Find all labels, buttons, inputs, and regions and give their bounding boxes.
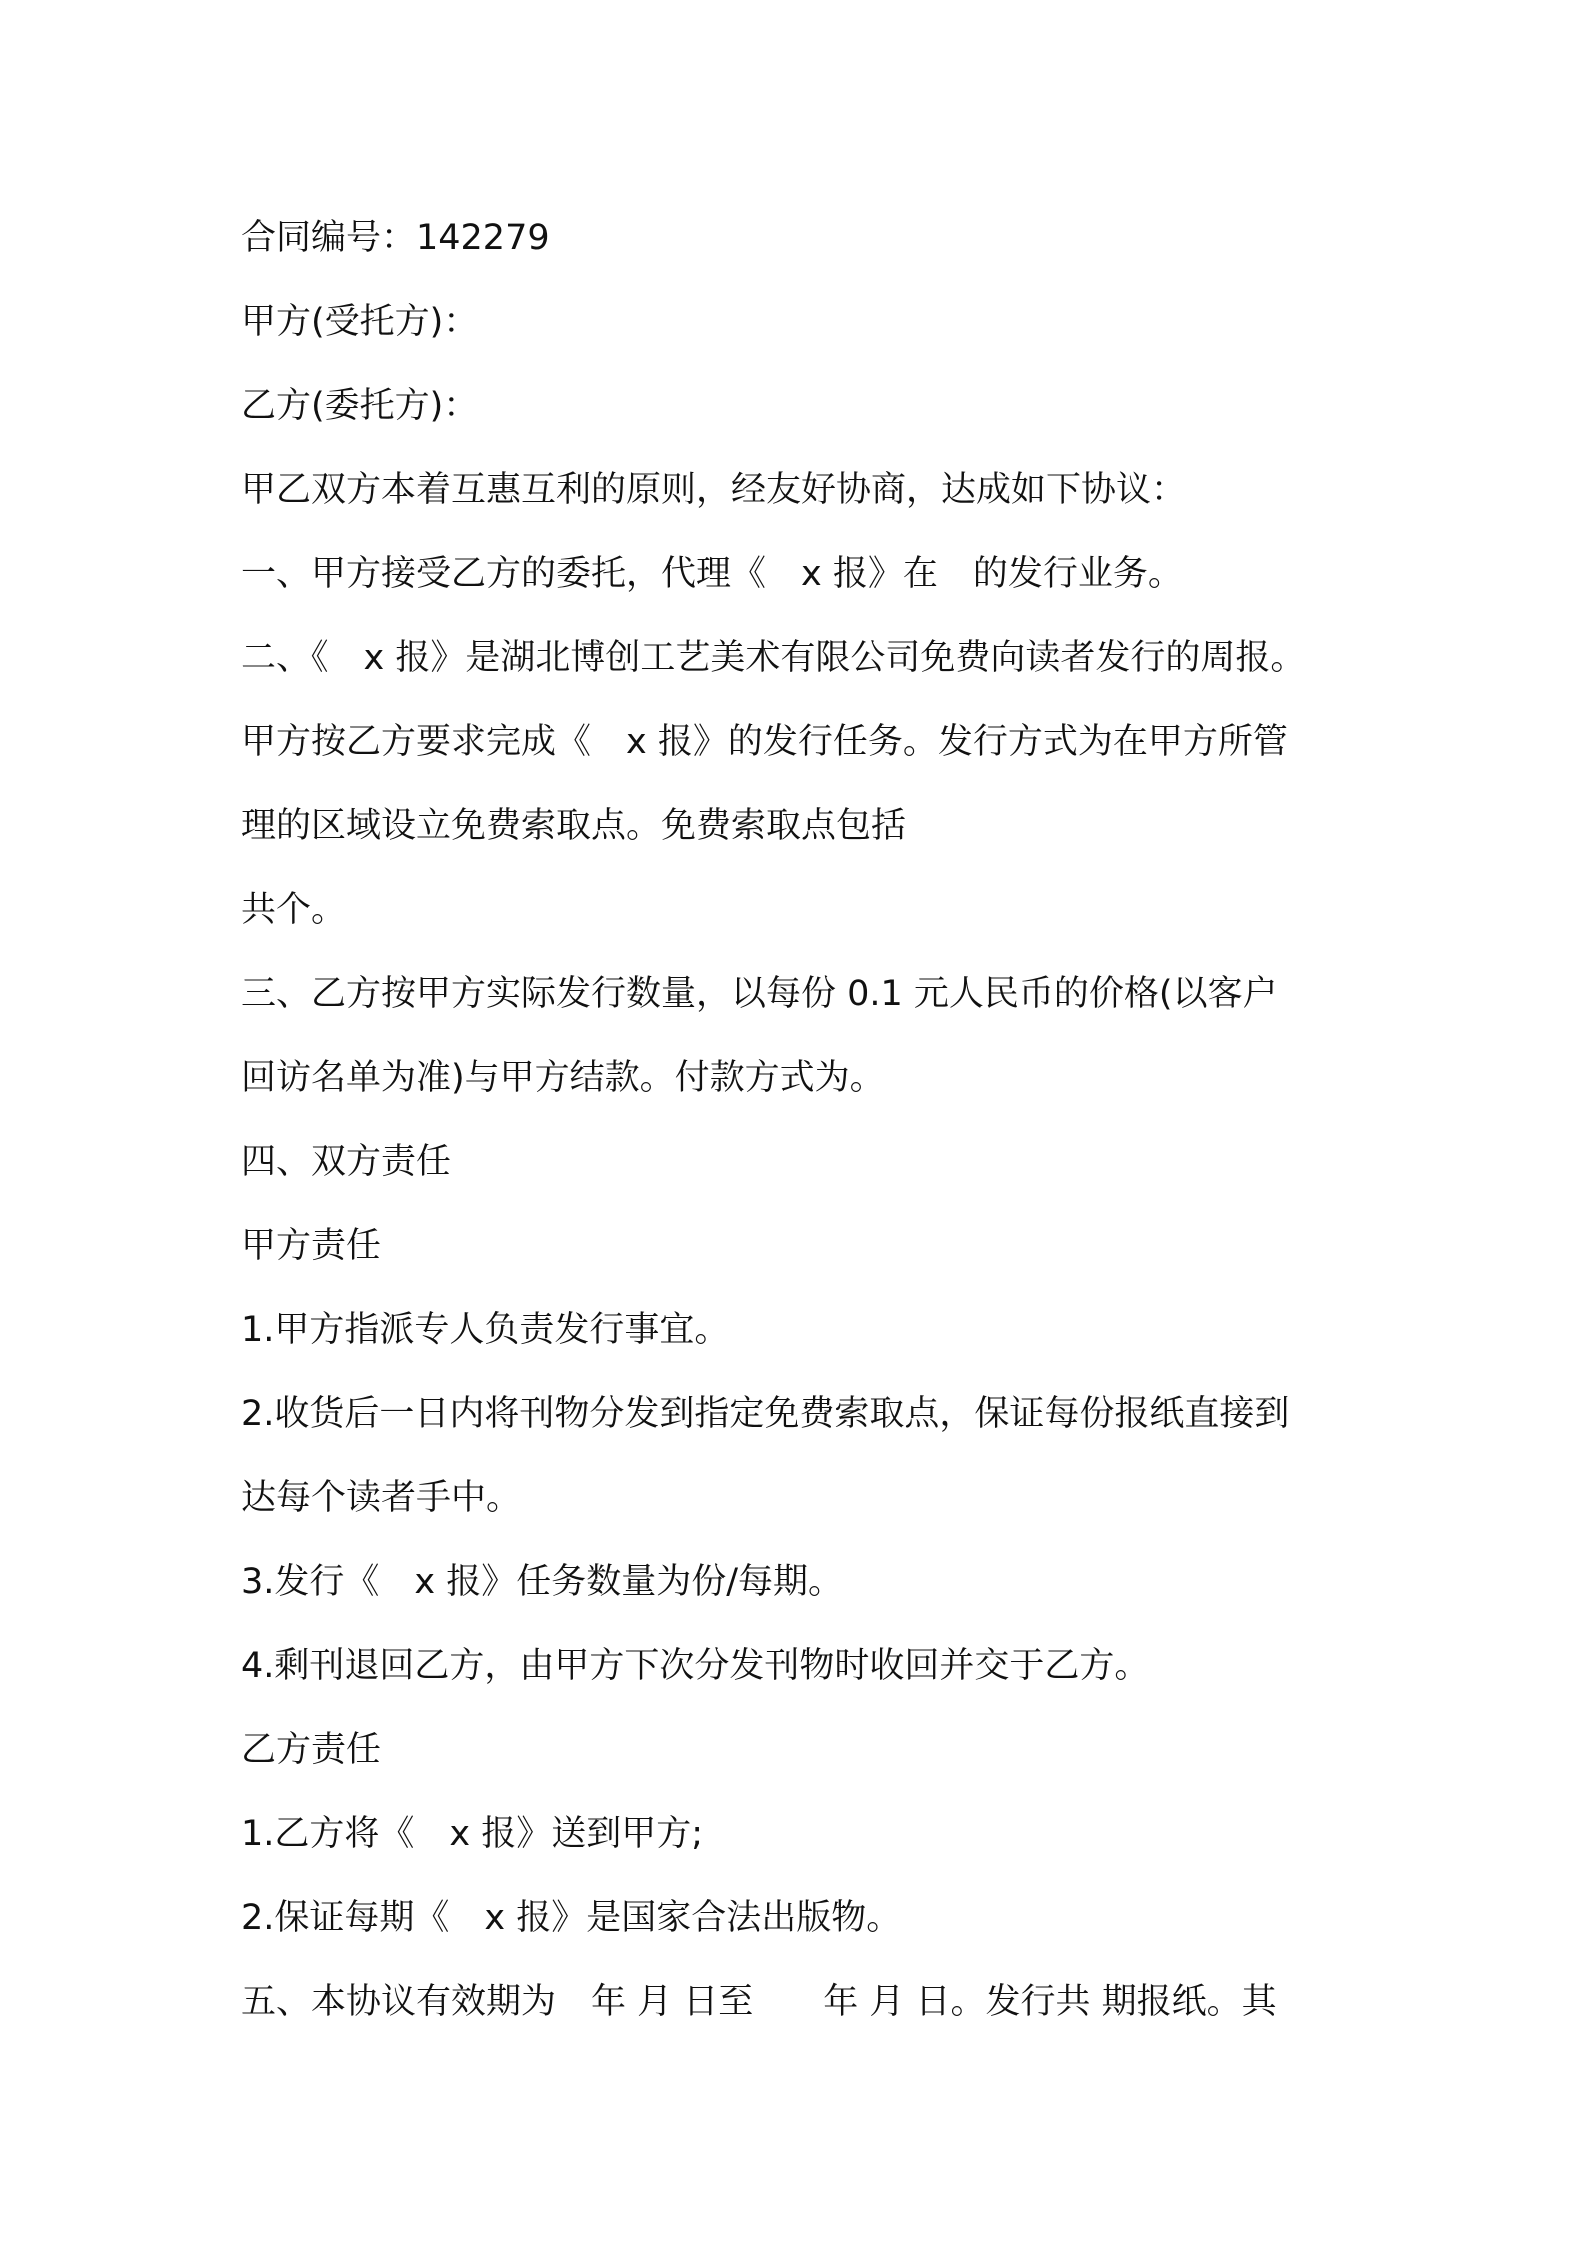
contract-body	[241, 196, 1371, 2044]
party-a-duties-heading: 甲方责任	[241, 1226, 382, 1266]
clause-4-heading: 四、双方责任	[241, 1142, 452, 1182]
preamble-line: 甲乙双方本着互惠互利的原则，经友好协商，达成如下协议：	[241, 470, 1187, 510]
clause-2-line-1: 二、《 x 报》是湖北博创工艺美术有限公司免费向读者发行的周报。	[241, 638, 1306, 678]
contract-number: 合同编号：142279	[241, 218, 550, 258]
party-b-line: 乙方(委托方)：	[241, 386, 479, 426]
party-a-duty-2-line-1: 2.收货后一日内将刊物分发到指定免费索取点，保证每份报纸直接到	[241, 1394, 1290, 1434]
clause-1-line: 一、甲方接受乙方的委托，代理《 x 报》在 的发行业务。	[241, 554, 1183, 594]
party-a-duty-4: 4.剩刊退回乙方，由甲方下次分发刊物时收回并交于乙方。	[241, 1646, 1150, 1686]
clause-2-line-3: 理的区域设立免费索取点。免费索取点包括	[241, 806, 907, 846]
party-a-line: 甲方(受托方)：	[241, 302, 479, 342]
clause-2-line-4: 共个。	[241, 890, 347, 930]
clause-3-line-1: 三、乙方按甲方实际发行数量，以每份 0.1 元人民币的价格(以客户	[241, 974, 1278, 1014]
party-b-duty-2: 2.保证每期《 x 报》是国家合法出版物。	[241, 1898, 902, 1938]
party-a-duty-1: 1.甲方指派专人负责发行事宜。	[241, 1310, 730, 1350]
party-b-duty-1: 1.乙方将《 x 报》送到甲方;	[241, 1814, 704, 1854]
party-a-duty-2-line-2: 达每个读者手中。	[241, 1478, 522, 1518]
party-a-duty-3: 3.发行《 x 报》任务数量为份/每期。	[241, 1562, 844, 1602]
party-b-duties-heading: 乙方责任	[241, 1730, 382, 1770]
clause-2-line-2: 甲方按乙方要求完成《 x 报》的发行任务。发行方式为在甲方所管	[241, 722, 1288, 762]
clause-5-line: 五、本协议有效期为 年 月 日至 年 月 日。发行共 期报纸。其	[241, 1982, 1277, 2022]
clause-3-line-2: 回访名单为准)与甲方结款。付款方式为。	[241, 1058, 885, 1098]
